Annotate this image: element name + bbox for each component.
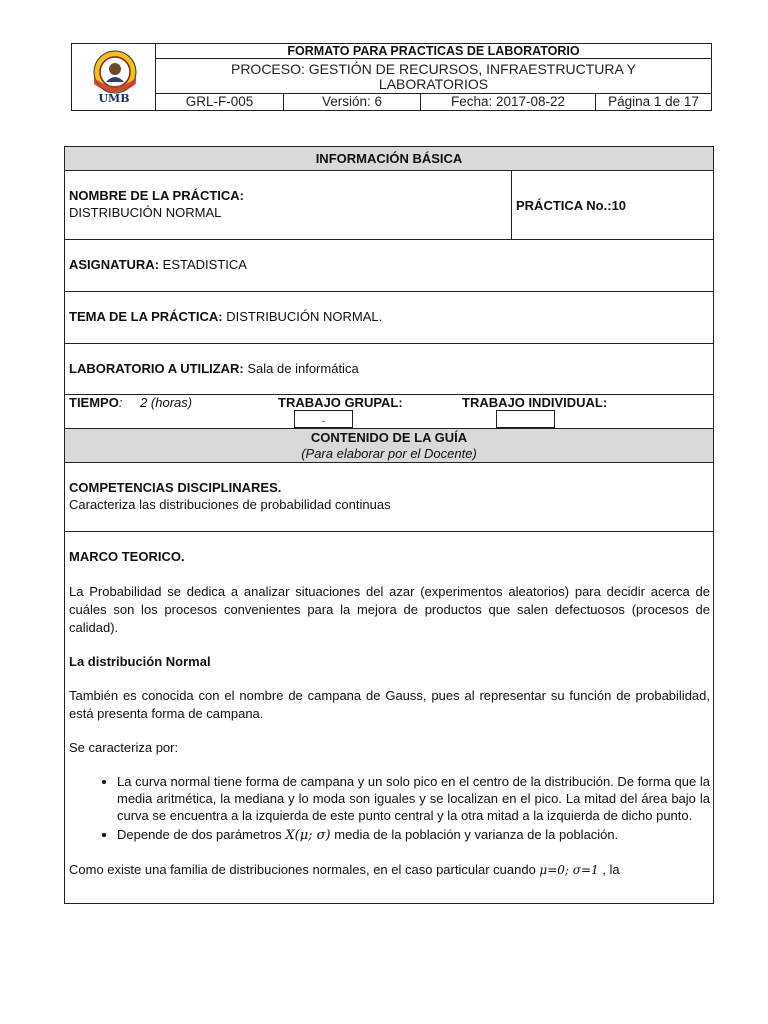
subject-label: ASIGNATURA: [69,257,160,272]
laboratory-label: LABORATORIO A UTILIZAR: [69,361,244,376]
individual-work-label: TRABAJO INDIVIDUAL: [462,395,608,410]
guide-heading-row [65,429,713,463]
document-code: GRL-F-005 [156,94,284,110]
form-title: FORMATO PARA PRACTICAS DE LABORATORIO [156,44,711,59]
time-value: 2 (horas) [140,395,193,410]
bullet-text: Depende de dos parámetros [117,827,286,842]
logo-cell [72,44,156,110]
bullet-text: media de la población y varianza de la población. [330,827,619,842]
intro-paragraph: La Probabilidad se dedica a analizar situaciones del azar (experimentos aleatorios) para decidir acerca de cuáles son los procesos convenientes para la mejora de productos que salen defectuosos (procesos de calidad). [69,584,710,635]
practice-name-row [65,171,713,240]
group-work-checkbox[interactable] [294,410,353,428]
competencies-label: COMPETENCIAS DISCIPLINARES. [69,480,282,495]
topic-value: DISTRIBUCIÓN NORMAL. [226,309,383,324]
time-colon: : [118,395,123,410]
work-mode-row [65,395,713,429]
family-text: Como existe una familia de distribuciones normales, en el caso particular cuando [69,862,540,877]
characteristics-list [69,773,710,844]
characteristics-intro: Se caracteriza por: [69,740,179,755]
family-paragraph [69,861,710,879]
individual-work-checkbox[interactable] [496,410,555,428]
document-version: Versión: 6 [284,94,421,110]
practice-name-value: DISTRIBUCIÓN NORMAL [69,205,222,220]
time-label: TIEMPO [69,395,119,410]
theory-section [69,533,710,879]
gauss-paragraph: También es conocida con el nombre de campana de Gauss, pues al representar su función de probabilidad, está presenta forma de campana. [69,688,710,721]
subject-row [65,240,713,292]
group-work-mark: ˬ [322,412,325,422]
topic-label: TEMA DE LA PRÁCTICA: [69,309,223,324]
process-title [156,59,711,94]
section-title: MARCO TEORICO. [69,549,185,564]
list-item: • La curva normal tiene forma de campana y un solo pico en el centro de la distribución. De forma que la media aritmética, la mediana y lo moda son iguales y se localizan en el pico. La mitad del área bajo la curva se encuentra a la izquierda de este punto central y la otra mitad a la izquierda de dicho punto. [117,773,710,824]
document-header [71,43,712,111]
competencies-row [65,463,713,532]
list-item [117,826,710,844]
process-line-2: LABORATORIOS [378,76,489,92]
topic-row [65,292,713,344]
subject-value: ESTADISTICA [162,257,247,272]
logo-text: UMB [98,92,130,105]
basic-info-heading: INFORMACIÓN BÁSICA [315,151,463,166]
practice-table [64,146,714,904]
practice-number: PRÁCTICA No.:10 [516,198,627,213]
process-line-1: PROCESO: GESTIÓN DE RECURSOS, INFRAESTRUCTURA Y [230,61,637,77]
basic-info-heading-row [65,147,713,171]
parameters-formula: X(μ; σ) [285,828,331,843]
competencies-value: Caracteriza las distribuciones de probabilidad continuas [69,497,391,512]
document-date: Fecha: 2017-08-22 [421,94,596,110]
guide-subheading: (Para elaborar por el Docente) [301,446,477,461]
page-number: Página 1 de 17 [608,94,699,109]
practice-name-label: NOMBRE DE LA PRÁCTICA: [69,188,245,203]
family-text-end: , la [598,862,620,877]
normal-distribution-subtitle: La distribución Normal [69,654,211,669]
column-divider [511,171,512,239]
laboratory-value: Sala de informática [247,361,359,376]
standard-normal-formula: μ=0; σ=1 [539,863,599,877]
guide-heading: CONTENIDO DE LA GUÍA [310,430,468,445]
group-work-label: TRABAJO GRUPAL: [278,395,403,410]
laboratory-row [65,344,713,395]
